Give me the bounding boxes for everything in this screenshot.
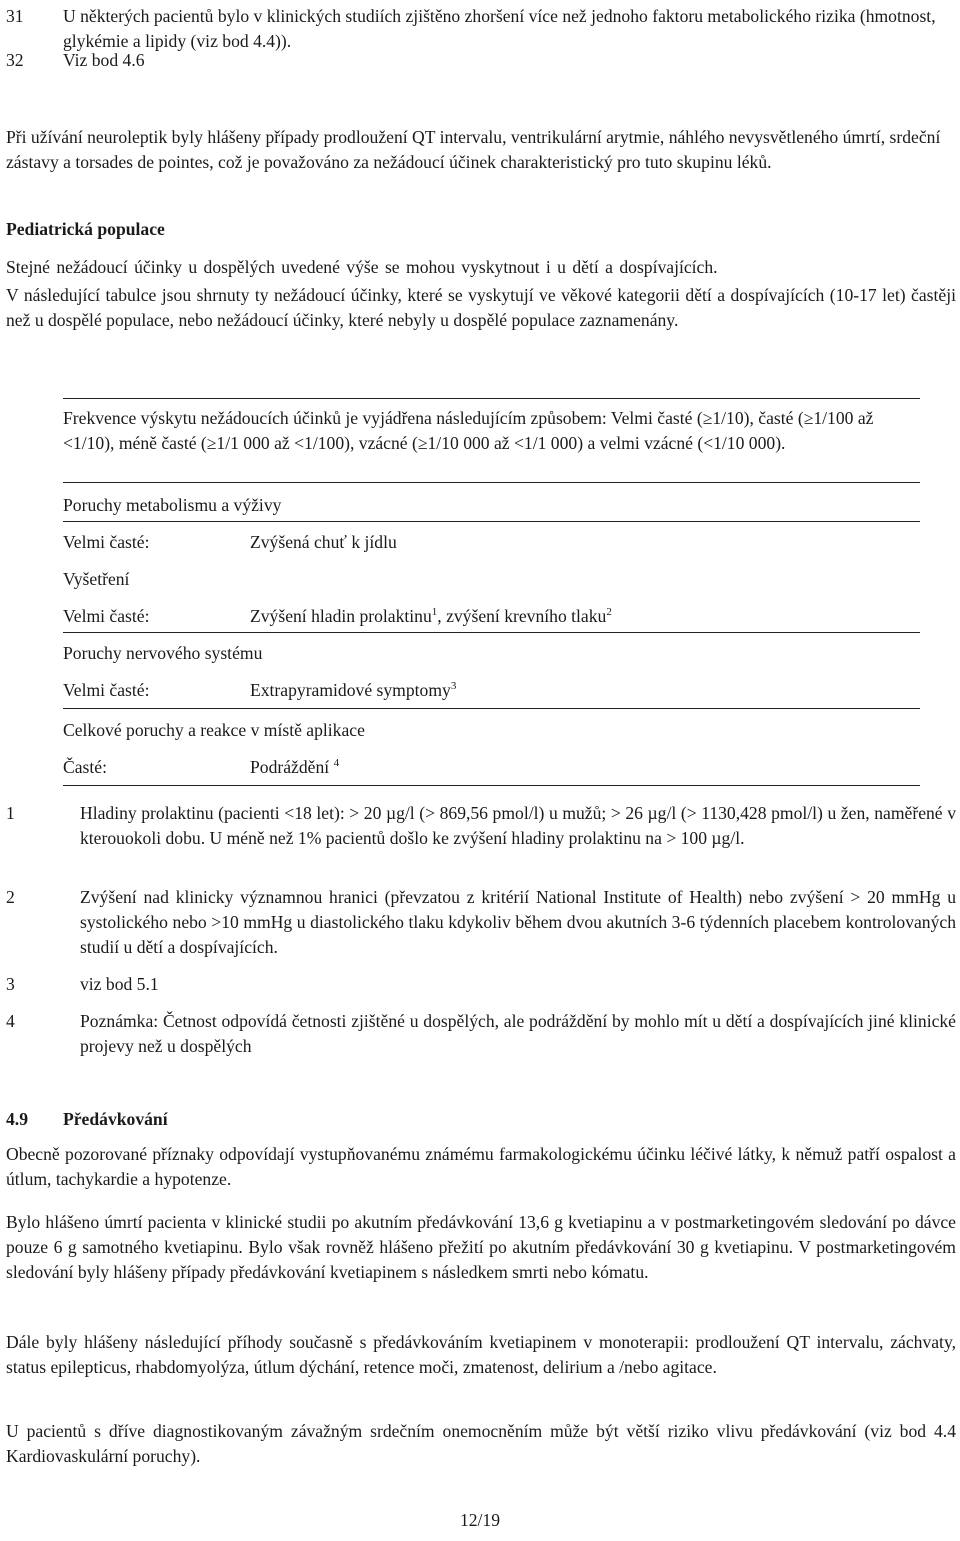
section-heading: Celkové poruchy a reakce v místě aplikace — [63, 720, 365, 740]
footnote-number: 4 — [6, 1011, 15, 1031]
pediatric-paragraph-2: V následující tabulce jsou shrnuty ty nežádoucí účinky, které se vyskytují ve věkové kategorii dětí a dospívajících (10-17 let) častěji než u dospělé populace, nebo nežádoucí účinky, které nebyly u dospělé populace zaznamenány. — [6, 285, 956, 330]
footnote-ref: 1 — [431, 606, 438, 618]
pediatric-heading: Pediatrická populace — [6, 219, 165, 239]
note-number: 31 — [6, 6, 24, 26]
section-number: 4.9 — [6, 1109, 28, 1129]
footnote-text: Zvýšení nad klinicky významnou hranici (převzatou z kritérií National Institute of Health) nebo zvýšení > 20 mmHg u systolického nebo >10 mmHg u diastolického tlaku kdykoliv během dvou akutních 3-6 týdenních placebem kontrolovaných studií u dětí a dospívajících. — [80, 887, 956, 957]
table-section-general — [63, 718, 920, 778]
footnote-number: 2 — [6, 887, 15, 907]
table-rule — [63, 482, 920, 483]
table-rule — [63, 521, 920, 522]
overdose-paragraph-4: U pacientů s dříve diagnostikovaným závažným srdečním onemocněním může být větší riziko vlivu předávkování (viz bod 4.4 Kardiovaskulární poruchy). — [6, 1421, 956, 1466]
qt-paragraph: Při užívání neuroleptik byly hlášeny případy prodloužení QT intervalu, ventrikulární arytmie, náhlého nevysvětleného úmrtí, srdeční zástavy a torsades de pointes, což je považováno za nežádoucí účinek charakteristický pro tuto skupinu léků. — [6, 127, 941, 172]
footnote-ref: 4 — [333, 757, 340, 769]
note-text: U některých pacientů bylo v klinických studiích zjištěno zhoršení více než jednoho faktoru metabolického rizika (hmotnost, glykémie a lipidy (viz bod 4.4)). — [63, 6, 936, 51]
section-heading-4-9 — [6, 1107, 168, 1132]
note-number: 32 — [6, 50, 24, 70]
effect-value — [250, 755, 339, 780]
effect-value — [250, 604, 612, 629]
note-text: Viz bod 4.6 — [63, 50, 145, 70]
footnote-ref: 3 — [450, 680, 457, 692]
effect-text-2: , zvýšení krevního tlaku — [437, 606, 607, 626]
table-section-nervous — [63, 641, 920, 701]
effect-value — [250, 678, 456, 703]
section-heading: Poruchy nervového systému — [63, 643, 263, 663]
frequency-label: Velmi časté: — [63, 532, 150, 552]
footnote-text: Poznámka: Četnost odpovídá četnosti zjištěné u dospělých, ale podráždění by mohlo mít u dětí a dospívajících jiné klinické projevy než u dospělých — [80, 1011, 956, 1056]
overdose-paragraph-2: Bylo hlášeno úmrtí pacienta v klinické studii po akutním předávkování 13,6 g kvetiapinu a v postmarketingovém sledování po dávce pouze 6 g samotného kvetiapinu. Bylo však rovněž hlášeno přežití po akutním předávkování 30 g kvetiapinu. V postmarketingovém sledování byly hlášeny případy předávkování kvetiapinem s následkem smrti nebo kómatu. — [6, 1212, 956, 1282]
table-rule — [63, 632, 920, 633]
overdose-paragraph-3: Dále byly hlášeny následující příhody současně s předávkováním kvetiapinem v monoterapii: prodloužení QT intervalu, záchvaty, status epilepticus, rhabdomyolýza, útlum dýchání, retence moči, zmatenost, delirium a /nebo agitace. — [6, 1332, 956, 1377]
pediatric-paragraph-1: Stejné nežádoucí účinky u dospělých uvedené výše se mohou vyskytnout i u dětí a dospívajících. — [6, 257, 718, 277]
footnote-number: 1 — [6, 803, 15, 823]
frequency-label: Velmi časté: — [63, 606, 150, 626]
overdose-paragraph-1: Obecně pozorované příznaky odpovídají vystupňovanému známému farmakologickému účinku léčivé látky, k němuž patří ospalost a útlum, tachykardie a hypotenze. — [6, 1144, 956, 1189]
table-section-metabolism — [63, 493, 920, 553]
frequency-label: Časté: — [63, 757, 107, 777]
table-rule — [63, 708, 920, 709]
section-heading: Poruchy metabolismu a výživy — [63, 495, 282, 515]
frequency-note: Frekvence výskytu nežádoucích účinků je vyjádřena následujícím způsobem: Velmi časté (≥1/10), časté (≥1/100 až <1/10), méně časté (≥1/1 000 až <1/100), vzácné (≥1/10 000 až <1/1 000) a velmi vzácné (<1/10 000). — [63, 408, 874, 453]
footnote-text: viz bod 5.1 — [80, 974, 159, 994]
footnote-number: 3 — [6, 974, 15, 994]
table-bottom-rule — [63, 785, 920, 786]
effect-text: Podráždění — [250, 757, 330, 777]
page-number: 12/19 — [459, 1510, 501, 1530]
table-section-investigations — [63, 567, 920, 627]
effect-text: Zvýšení hladin prolaktinu — [250, 606, 432, 626]
frequency-label: Velmi časté: — [63, 680, 150, 700]
effect-value: Zvýšená chuť k jídlu — [250, 532, 397, 552]
section-title: Předávkování — [63, 1109, 168, 1129]
table-top-rule — [63, 398, 920, 399]
footnote-text: Hladiny prolaktinu (pacienti <18 let): > 20 µg/l (> 869,56 pmol/l) u mužů; > 26 µg/l (> 1130,428 pmol/l) u žen, naměřené v kterouokoli dobu. U méně než 1% pacientů došlo ke zvýšení hladiny prolaktinu na > 100 µg/l. — [80, 803, 956, 848]
section-heading: Vyšetření — [63, 569, 130, 589]
effect-text: Extrapyramidové symptomy — [250, 680, 451, 700]
footnote-ref: 2 — [606, 606, 612, 618]
